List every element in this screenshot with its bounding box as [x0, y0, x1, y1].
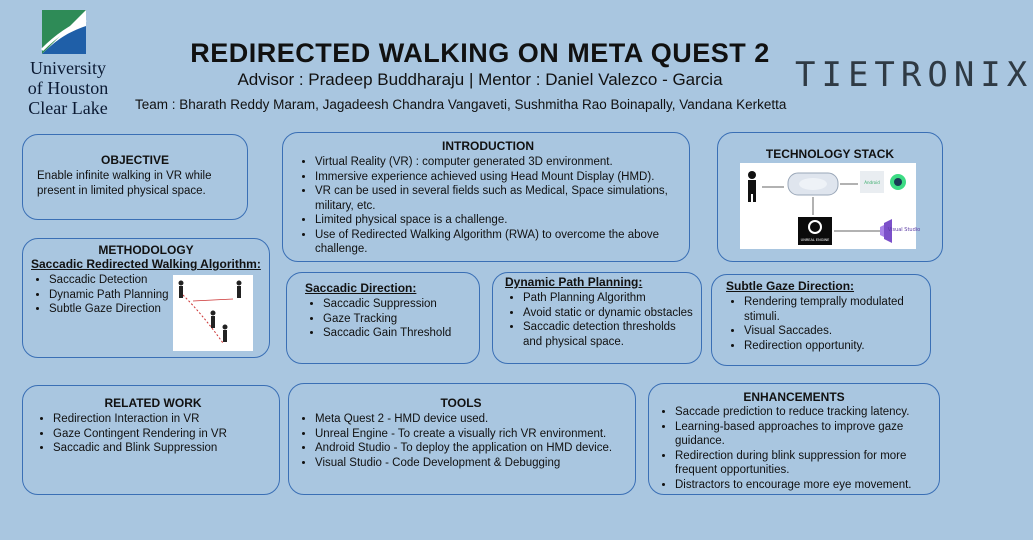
dynamic-path-planning-box [492, 272, 702, 364]
list-item: • Meta Quest 2 - HMD device used. [315, 412, 625, 427]
list-item: • Saccadic Detection [49, 273, 189, 288]
tools-box [288, 383, 636, 495]
tools-heading: TOOLS [440, 396, 482, 410]
walking-illustration [173, 275, 253, 351]
list-item: • Saccadic Gain Threshold [323, 326, 471, 341]
company-logo: TIETRONIX [795, 55, 1033, 95]
list-item: • Virtual Reality (VR) : computer generated 3D environment. [315, 155, 679, 170]
saccadic-direction-heading: Saccadic Direction: [305, 281, 417, 295]
advisor-line: Advisor : Pradeep Buddharaju | Mentor : Daniel Valezco - Garcia [237, 70, 723, 89]
list-item: • Limited physical space is a challenge. [315, 213, 679, 228]
subtle-gaze-direction-list [726, 295, 922, 353]
team-line: Team : Bharath Reddy Maram, Jagadeesh Chandra Vangaveti, Sushmitha Rao Boinapally, Vandana Kerketta [135, 97, 787, 112]
saccadic-direction-list [305, 297, 471, 341]
introduction-heading: INTRODUCTION [442, 139, 534, 153]
poster-title: REDIRECTED WALKING ON META QUEST 2 [190, 38, 770, 68]
methodology-heading: METHODOLOGY [98, 243, 194, 257]
list-item: • Avoid static or dynamic obstacles [523, 306, 693, 321]
list-item: • Learning-based approaches to improve gaze guidance. [675, 420, 931, 449]
technology-stack-box [717, 132, 943, 262]
list-item: • Distractors to encourage more eye movement. [675, 478, 931, 493]
list-item: • Gaze Contingent Rendering in VR [53, 427, 271, 442]
dynamic-path-planning-list [505, 291, 693, 349]
related-work-heading: RELATED WORK [104, 396, 202, 410]
dynamic-path-planning-heading: Dynamic Path Planning: [505, 275, 643, 289]
list-item: • Use of Redirected Walking Algorithm (RWA) to overcome the above challenge. [315, 228, 679, 257]
related-work-list [35, 412, 271, 456]
technology-stack-diagram [740, 163, 921, 249]
list-item: • Redirection during blink suppression for more frequent opportunities. [675, 449, 931, 478]
technology-stack-heading: TECHNOLOGY STACK [765, 147, 895, 161]
list-item: • Saccadic Suppression [323, 297, 471, 312]
list-item: • Dynamic Path Planning [49, 288, 189, 303]
visual-studio-label: Visual Studio [887, 227, 921, 233]
subtle-gaze-direction-heading: Subtle Gaze Direction: [726, 279, 855, 293]
list-item: • Android Studio - To deploy the application on HMD device. [315, 441, 625, 456]
list-item: • Gaze Tracking [323, 312, 471, 327]
tools-list [297, 412, 625, 470]
list-item: • Visual Studio - Code Development & Debugging [315, 456, 625, 471]
list-item: • Visual Saccades. [744, 324, 922, 339]
methodology-box [22, 238, 270, 358]
list-item: • Subtle Gaze Direction [49, 302, 189, 317]
methodology-list [31, 273, 189, 317]
introduction-list [297, 155, 679, 257]
list-item: • Unreal Engine - To create a visually rich VR environment. [315, 427, 625, 442]
university-wordmark: University of Houston Clear Lake [27, 58, 109, 118]
list-item: • Saccade prediction to reduce tracking latency. [675, 405, 931, 420]
list-item: • Rendering temprally modulated stimuli. [744, 295, 922, 324]
related-work-box [22, 385, 280, 495]
unreal-label: UNREAL ENGINE [800, 238, 830, 242]
objective-box [22, 134, 248, 220]
list-item: • Path Planning Algorithm [523, 291, 693, 306]
objective-heading: OBJECTIVE [100, 153, 169, 167]
list-item: • Saccadic detection thresholds and physical space. [523, 320, 693, 349]
list-item: • Redirection Interaction in VR [53, 412, 271, 427]
subtle-gaze-direction-box [711, 274, 931, 366]
enhancements-heading: ENHANCEMENTS [743, 390, 845, 404]
list-item: • Saccadic and Blink Suppression [53, 441, 271, 456]
android-label: Android [864, 180, 880, 185]
saccadic-direction-box [286, 272, 480, 364]
list-item: • Immersive experience achieved using Head Mount Display (HMD). [315, 170, 679, 185]
list-item: • VR can be used in several fields such as Medical, Space simulations, military, etc. [315, 184, 679, 213]
university-logo [42, 10, 86, 54]
enhancements-box [648, 383, 940, 495]
enhancements-list [657, 405, 931, 492]
methodology-subheading: Saccadic Redirected Walking Algorithm: [31, 257, 261, 271]
objective-text: Enable infinite walking in VR while present in limited physical space. [37, 170, 212, 197]
list-item: • Redirection opportunity. [744, 339, 922, 354]
introduction-box [282, 132, 690, 262]
